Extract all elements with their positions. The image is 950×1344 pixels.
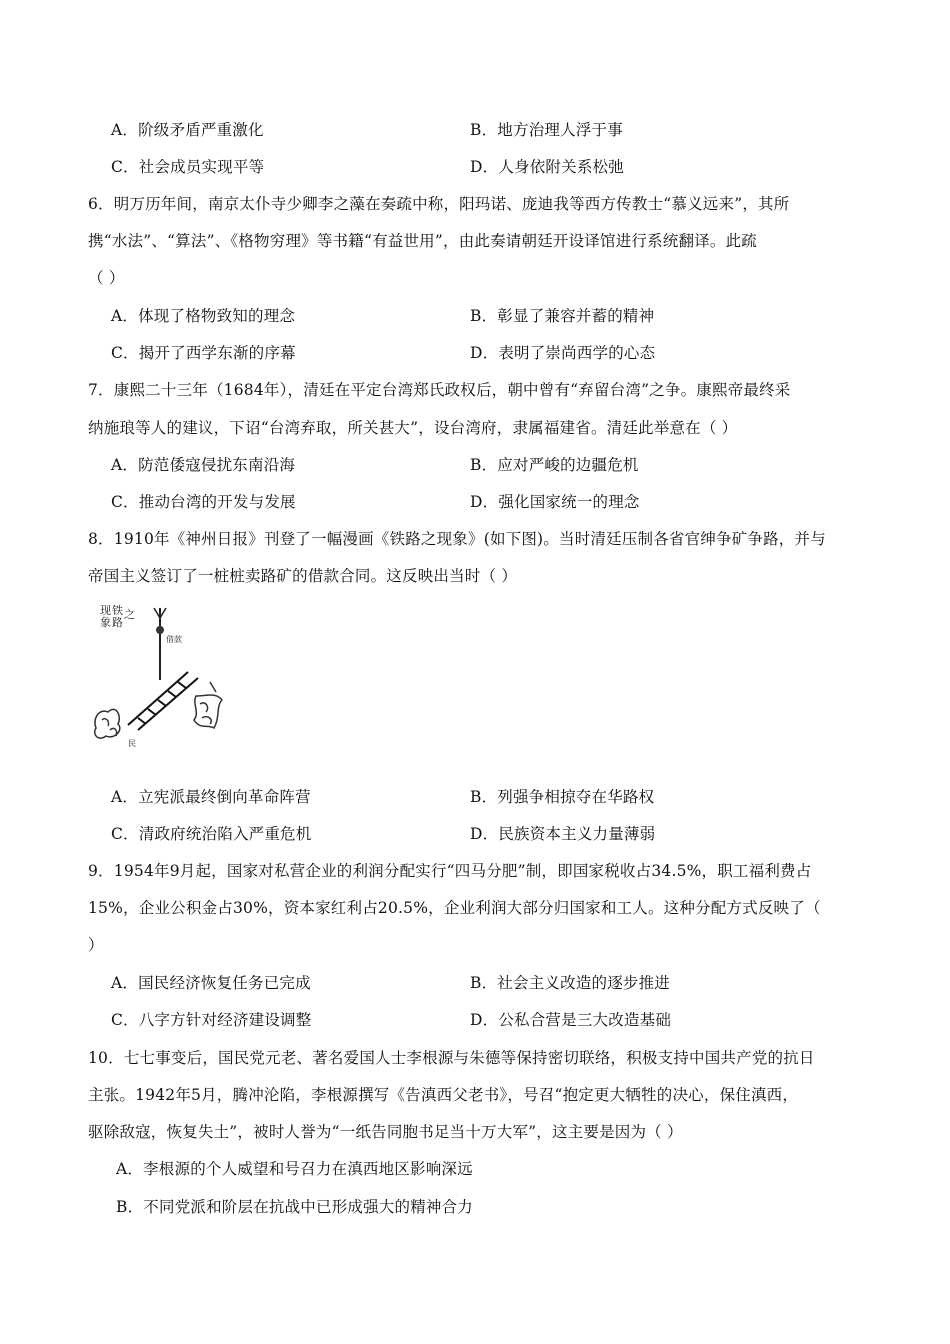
q7-option-a[interactable]: A．防范倭寇侵扰东南沿海: [111, 456, 296, 474]
cartoon-figures-left: [95, 709, 120, 738]
q5-option-d[interactable]: D．人身依附关系松弛: [470, 158, 624, 176]
q10-option-a[interactable]: A．李根源的个人威望和号召力在滇西地区影响深远: [116, 1160, 473, 1178]
cartoon-figures-right: [194, 682, 222, 728]
q7-option-d[interactable]: D．强化国家统一的理念: [470, 493, 640, 511]
q9-option-b[interactable]: B．社会主义改造的逐步推进: [470, 974, 670, 992]
q10-option-b[interactable]: B．不同党派和阶层在抗战中已形成强大的精神合力: [116, 1198, 473, 1216]
q6-option-b[interactable]: B．彰显了兼容并蓄的精神: [470, 307, 655, 325]
cartoon-label-people: 民: [128, 739, 136, 748]
q8-option-c[interactable]: C．清政府统治陷入严重危机: [111, 825, 312, 843]
q9-option-c[interactable]: C．八字方针对经济建设调整: [111, 1011, 312, 1029]
q9-stem-line: 15%，企业公积金占30%，资本家红利占20.5%，企业利润大部分归国家和工人。这种分配方式反映了（: [88, 899, 821, 917]
q7-option-b[interactable]: B．应对严峻的边疆危机: [470, 456, 639, 474]
cartoon-caption: 铁 路 之 现 象: [100, 604, 135, 629]
q5-option-a[interactable]: A．阶级矛盾严重激化: [111, 121, 264, 139]
q6-option-a[interactable]: A．体现了格物致知的理念: [111, 307, 296, 325]
q8-option-d[interactable]: D．民族资本主义力量薄弱: [470, 825, 656, 843]
q9-option-a[interactable]: A．国民经济恢复任务已完成: [111, 974, 311, 992]
q7-option-c[interactable]: C．推动台湾的开发与发展: [111, 493, 296, 511]
q9-stem-line: 9．1954年9月起，国家对私营企业的利润分配实行“四马分肥”制，即国家税收占34.5%，职工福利费占: [88, 862, 812, 880]
q7-stem-line: 纳施琅等人的建议，下诏“台湾弃取，所关甚大”，设台湾府，隶属福建省。清廷此举意在（ ）: [88, 419, 738, 437]
q10-stem-line: 10．七七事变后，国民党元老、著名爱国人士李根源与朱德等保持密切联络，积极支持中国共产党的抗日: [88, 1049, 815, 1067]
railway-cartoon-image: [88, 600, 228, 750]
q9-stem-line: ）: [88, 936, 104, 954]
railway-track: [128, 672, 198, 730]
q5-option-b[interactable]: B．地方治理人浮于事: [470, 121, 623, 139]
q8-option-b[interactable]: B．列强争相掠夺在华路权: [470, 788, 655, 806]
cartoon-label-loan: 借款: [166, 635, 182, 644]
q8-option-a[interactable]: A．立宪派最终倒向革命阵营: [111, 788, 311, 806]
q7-stem-line: 7．康熙二十三年（1684年），清廷在平定台湾郑氏政权后，朝中曾有“弃留台湾”之争。康熙帝最终采: [88, 381, 791, 399]
q5-option-c[interactable]: C．社会成员实现平等: [111, 158, 265, 176]
q6-stem-line: 携“水法”、“算法”、《格物穷理》等书籍“有益世用”，由此奏请朝廷开设译馆进行系统翻译。此疏: [88, 232, 757, 250]
q6-option-d[interactable]: D．表明了崇尚西学的心态: [470, 344, 656, 362]
q10-stem-line: 驱除敌寇，恢复失土”，被时人誉为“一纸告同胞书足当十万大军”，这主要是因为（ ）: [88, 1123, 683, 1141]
q6-option-c[interactable]: C．揭开了西学东渐的序幕: [111, 344, 296, 362]
q8-stem-line: 8．1910年《神州日报》刊登了一幅漫画《铁路之现象》(如下图)。当时清廷压制各省官绅争矿争路，并与: [88, 530, 826, 548]
q8-stem-line: 帝国主义签订了一桩桩卖路矿的借款合同。这反映出当时（ ）: [88, 567, 518, 585]
q9-option-d[interactable]: D．公私合营是三大改造基础: [470, 1011, 672, 1029]
q6-stem-line: （ ）: [88, 269, 125, 287]
q10-stem-line: 主张。1942年5月，腾冲沦陷，李根源撰写《告滇西父老书》，号召“抱定更大牺牲的决心，保住滇西，: [88, 1086, 799, 1104]
q6-stem-line: 6．明万历年间，南京太仆寺少卿李之藻在奏疏中称，阳玛诺、庞迪我等西方传教士“慕义远来”，其所: [88, 195, 790, 213]
